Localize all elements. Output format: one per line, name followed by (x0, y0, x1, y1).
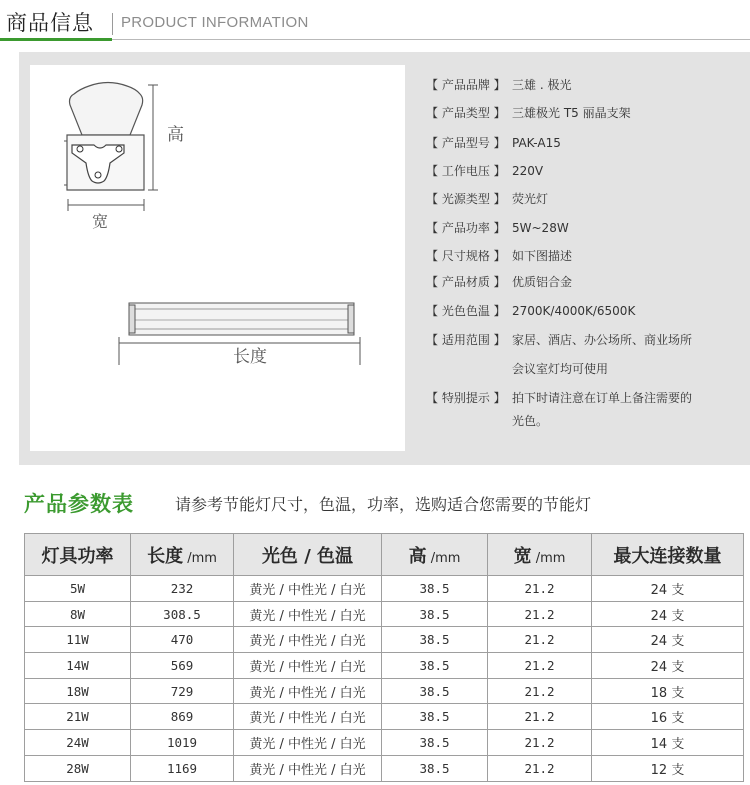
spec-row-scope: 【 适用范围 】 家居、酒店、办公场所、商业场所 (426, 333, 693, 347)
cell-height: 38.5 (382, 755, 488, 781)
cell-length: 569 (131, 653, 234, 679)
col-header-color: 光色 / 色温 (234, 534, 382, 576)
cell-length: 308.5 (131, 601, 234, 627)
col-header-height: 高 /mm (382, 534, 488, 576)
cell-max-connections: 24 支 (592, 576, 744, 602)
col-header-max-connections: 最大连接数量 (592, 534, 744, 576)
length-label: 长度 (233, 347, 267, 367)
cell-height: 38.5 (382, 704, 488, 730)
header-accent-line (0, 38, 112, 41)
cell-length: 470 (131, 627, 234, 653)
table-row (25, 704, 744, 730)
cell-length: 1169 (131, 755, 234, 781)
cell-length: 1019 (131, 730, 234, 756)
cell-max-connections: 24 支 (592, 653, 744, 679)
cell-max-connections: 12 支 (592, 755, 744, 781)
col-header-power: 灯具功率 (25, 534, 131, 576)
table-row (25, 601, 744, 627)
screw-hole-right (116, 146, 122, 152)
cell-height: 38.5 (382, 601, 488, 627)
col-header-width: 宽 /mm (488, 534, 592, 576)
spec-row-material: 【 产品材质 】 优质铝合金 (426, 275, 573, 289)
param-table-title: 产品参数表 (24, 492, 134, 516)
spec-row-size: 【 尺寸规格 】 如下图描述 (426, 249, 573, 263)
param-table-subtitle: 请参考节能灯尺寸，色温，功率，选购适合您需要的节能灯 (175, 495, 592, 514)
cell-power: 28W (25, 755, 131, 781)
cell-length: 729 (131, 678, 234, 704)
screw-hole-left (77, 146, 83, 152)
table-row (25, 576, 744, 602)
cell-width: 21.2 (488, 704, 592, 730)
cell-max-connections: 14 支 (592, 730, 744, 756)
cell-width: 21.2 (488, 730, 592, 756)
cell-length: 869 (131, 704, 234, 730)
cell-max-connections: 24 支 (592, 627, 744, 653)
product-dimension-diagram (30, 65, 405, 451)
cell-height: 38.5 (382, 576, 488, 602)
spec-row-type: 【 产品类型 】三雄极光 T5 丽晶支架 (426, 106, 631, 120)
cell-width: 21.2 (488, 678, 592, 704)
cell-color: 黄光 / 中性光 / 白光 (234, 576, 382, 602)
cell-height: 38.5 (382, 730, 488, 756)
cell-color: 黄光 / 中性光 / 白光 (234, 755, 382, 781)
spec-row-voltage: 【 工作电压 】 220V (426, 164, 544, 178)
cell-color: 黄光 / 中性光 / 白光 (234, 601, 382, 627)
cell-color: 黄光 / 中性光 / 白光 (234, 730, 382, 756)
dimension-drawing (30, 65, 405, 451)
cell-length: 232 (131, 576, 234, 602)
cell-power: 11W (25, 627, 131, 653)
cell-power: 21W (25, 704, 131, 730)
tube-end-right (348, 305, 354, 333)
height-label: 高 (167, 125, 184, 145)
spec-tip-continuation: 光色。 (512, 414, 549, 428)
tube-end-left (129, 305, 135, 333)
cell-height: 38.5 (382, 627, 488, 653)
cell-width: 21.2 (488, 755, 592, 781)
table-row (25, 627, 744, 653)
table-row (25, 653, 744, 679)
section-header (0, 0, 750, 46)
cell-power: 18W (25, 678, 131, 704)
cell-power: 14W (25, 653, 131, 679)
table-row (25, 678, 744, 704)
cell-power: 24W (25, 730, 131, 756)
title-divider (112, 13, 113, 35)
cell-power: 5W (25, 576, 131, 602)
cell-color: 黄光 / 中性光 / 白光 (234, 704, 382, 730)
cell-max-connections: 18 支 (592, 678, 744, 704)
table-row (25, 755, 744, 781)
table-row (25, 730, 744, 756)
cell-color: 黄光 / 中性光 / 白光 (234, 627, 382, 653)
spec-row-color-temp: 【 光色色温 】 2700K/4000K/6500K (426, 304, 636, 318)
spec-row-light-source: 【 光源类型 】 荧光灯 (426, 192, 549, 206)
cell-color: 黄光 / 中性光 / 白光 (234, 678, 382, 704)
spec-row-model: 【 产品型号 】PAK-A15 (426, 136, 561, 150)
cell-height: 38.5 (382, 678, 488, 704)
spec-row-tip: 【 特别提示 】 拍下时请注意在订单上备注需要的 (426, 391, 693, 405)
header-rule (112, 39, 750, 40)
cell-color: 黄光 / 中性光 / 白光 (234, 653, 382, 679)
cell-power: 8W (25, 601, 131, 627)
cell-width: 21.2 (488, 576, 592, 602)
spec-scope-continuation: 会议室灯均可使用 (512, 362, 609, 376)
cell-width: 21.2 (488, 653, 592, 679)
width-label: 宽 (92, 212, 109, 231)
cell-max-connections: 16 支 (592, 704, 744, 730)
cell-width: 21.2 (488, 601, 592, 627)
tube-body (129, 303, 354, 335)
spec-row-brand: 【 产品品牌 】 三雄 . 极光 (426, 78, 572, 92)
cell-width: 21.2 (488, 627, 592, 653)
table-header-row (25, 534, 744, 576)
col-header-length: 长度 /mm (131, 534, 234, 576)
screw-hole-bottom (95, 172, 101, 178)
cell-max-connections: 24 支 (592, 601, 744, 627)
cell-height: 38.5 (382, 653, 488, 679)
spec-row-power: 【 产品功率 】 5W~28W (426, 221, 569, 235)
param-table (24, 533, 744, 782)
section-subtitle-en: PRODUCT INFORMATION (121, 14, 309, 31)
end-cap-top (70, 83, 143, 136)
section-title: 商品信息 (6, 11, 94, 35)
